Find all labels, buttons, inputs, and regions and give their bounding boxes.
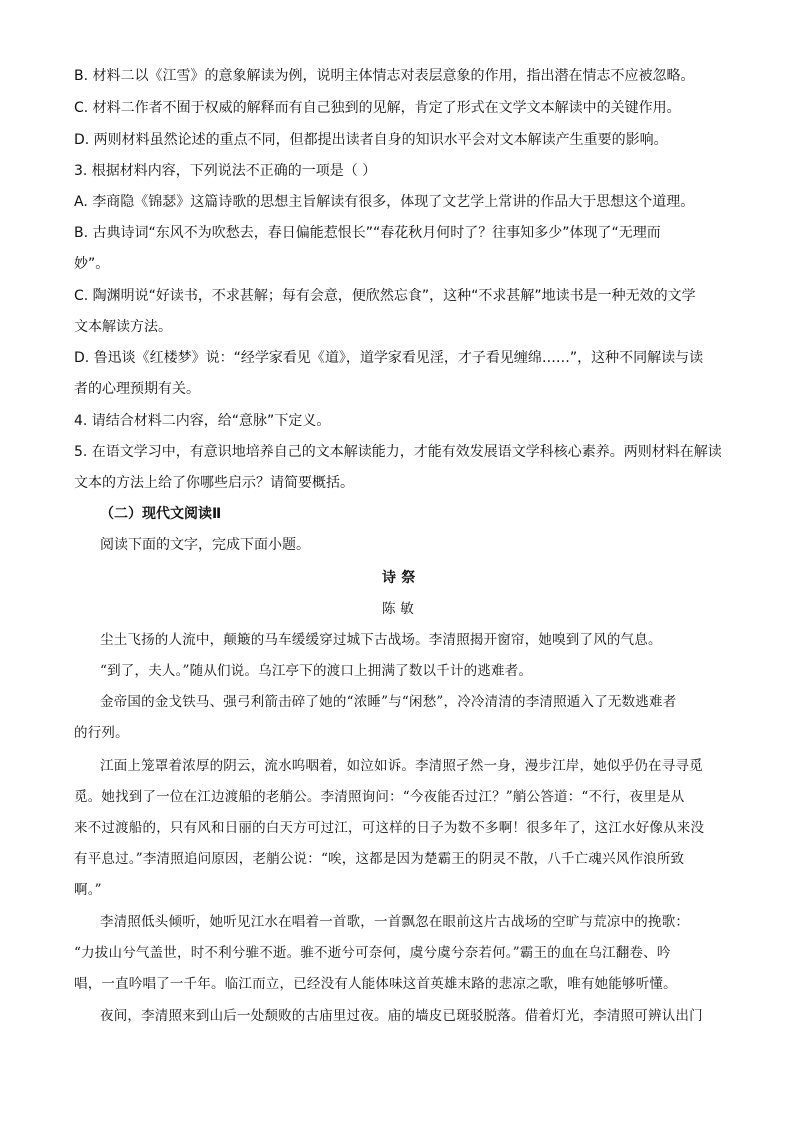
q5-question-line1: 5. 在语文学习中，有意识地培养自己的文本解读能力，才能有效发展语文学科核心素养。两则材料在解读 — [74, 444, 722, 460]
q5-question-line2: 文本的方法上给了你哪些启示？请简要概括。 — [74, 475, 354, 491]
q3-stem: 3. 根据材料内容，下列说法不正确的一项是（ ） — [74, 163, 377, 179]
story-paragraph-1: 尘土飞扬的人流中，颠簸的马车缓缓穿过城下古战场。李清照揭开窗帘，她嗅到了风的气息。 — [100, 632, 662, 648]
story-paragraph-3-line2: 的行列。 — [74, 725, 129, 741]
q4-question: 4. 请结合材料二内容，给“意脉”下定义。 — [74, 413, 331, 429]
q2-option-b: B. 材料二以《江雪》的意象解读为例，说明主体情志对表层意象的作用，指出潜在情志不应被忽略。 — [74, 68, 695, 84]
story-paragraph-6-line1: 夜间，李清照来到山后一处颓败的古庙里过夜。庙的墙皮已斑驳脱落。借着灯光，李清照可辨认出门 — [100, 1008, 703, 1024]
q3-option-b-line1: B. 古典诗词“东风不为吹愁去，春日偏能惹恨长”“春花秋月何时了？往事知多少”体现了“无理而 — [74, 225, 661, 241]
story-paragraph-5-line2: “力拔山兮气盖世，时不利兮骓不逝。骓不逝兮可奈何，虞兮虞兮奈若何。”霸王的血在乌江翻卷、吟 — [74, 945, 671, 961]
q3-option-d-line2: 者的心理预期有关。 — [74, 381, 200, 397]
story-paragraph-5-line3: 唱，一直吟唱了一千年。临江而立，已经没有人能体味这首英雄末路的悲凉之歌，唯有她能够听懂。 — [74, 976, 677, 992]
story-title: 诗 祭 — [382, 570, 416, 586]
story-paragraph-2: “到了，夫人。”随从们说。乌江亭下的渡口上拥满了数以千计的逃难者。 — [100, 663, 533, 679]
q3-option-a: A. 李商隐《锦瑟》这篇诗歌的思想主旨解读有很多，体现了文艺学上常讲的作品大于思想这个道理。 — [74, 194, 695, 210]
story-paragraph-3-line1: 金帝国的金戈铁马、强弓利箭击碎了她的“浓睡”与“闲愁”，冷冷清清的李清照遁入了无数逃难者 — [100, 694, 677, 710]
section-heading: （二）现代文阅读Ⅱ — [100, 506, 222, 522]
story-paragraph-4-line3: 来不过渡船的，只有风和日丽的白天方可过江，可这样的日子为数不多啊！很多年了，这江水好像从来没 — [74, 820, 705, 836]
story-paragraph-4-line5: 啊。” — [74, 882, 102, 898]
story-paragraph-4-line4: 有平息过。”李清照追问原因，老艄公说：“唉，这都是因为楚霸王的阴灵不散，八千亡魂兴风作浪所致 — [74, 851, 685, 867]
q2-option-c: C. 材料二作者不囿于权威的解释而有自己独到的见解，肯定了形式在文学文本解读中的关键作用。 — [74, 100, 681, 116]
story-paragraph-5-line1: 李清照低头倾听，她听见江水在唱着一首歌，一首飘忽在眼前这片古战场的空旷与荒凉中的挽歌： — [100, 914, 690, 930]
story-author: 陈 敏 — [382, 601, 414, 617]
q3-option-d-line1: D. 鲁迅谈《红楼梦》说：“经学家看见《道》，道学家看见淫，才子看见缠绵……”，这种不同解读与读 — [74, 350, 704, 366]
section-instruction: 阅读下面的文字，完成下面小题。 — [100, 537, 310, 553]
q3-option-c-line2: 文本解读方法。 — [74, 319, 172, 335]
q3-option-c-line1: C. 陶渊明说“好读书，不求甚解；每有会意，便欣然忘食”，这种“不求甚解”地读书是一种无效的文学 — [74, 288, 696, 304]
story-paragraph-4-line2: 觅。她找到了一位在江边渡船的老艄公。李清照询问：“今夜能否过江？”艄公答道：“不行，夜里是从 — [74, 789, 685, 805]
story-paragraph-4-line1: 江面上笼罩着浓厚的阴云，流水呜咽着，如泣如诉。李清照孑然一身，漫步江岸，她似乎仍在寻寻觅 — [100, 758, 703, 774]
q3-option-b-line2: 妙”。 — [74, 256, 110, 272]
q2-option-d: D. 两则材料虽然论述的重点不同，但都提出读者自身的知识水平会对文本解读产生重要的影响。 — [74, 132, 668, 148]
